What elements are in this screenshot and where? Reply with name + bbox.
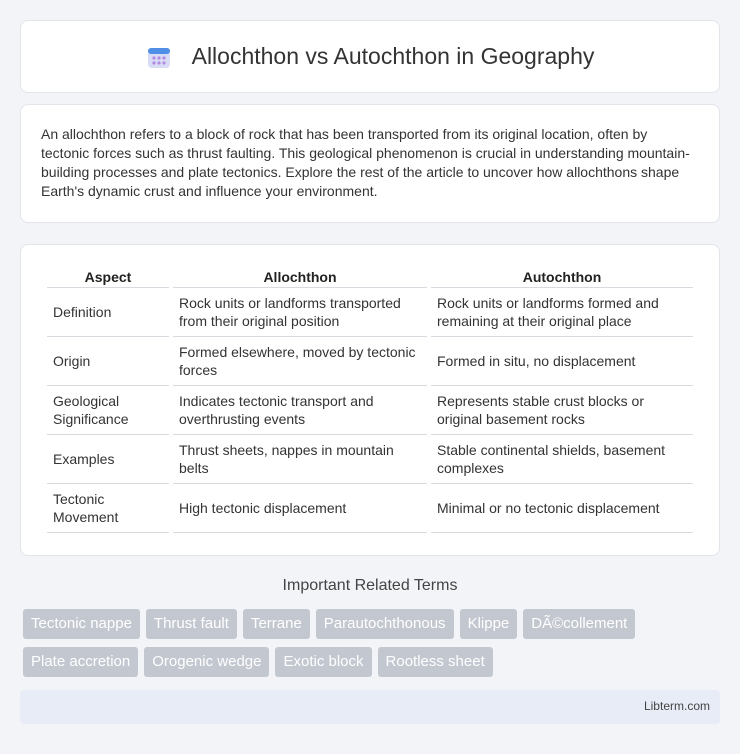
related-terms-title: Important Related Terms <box>282 577 458 594</box>
row-allochthon: Indicates tectonic transport and overthrusting events <box>173 386 427 435</box>
comparison-table-card <box>20 244 720 556</box>
intro-text: An allochthon refers to a block of rock that has been transported from its original location, often by tectonic forces such as thrust faulting. This geological phenomenon is crucial in understanding mountain-building processes and plate tectonics. Explore the rest of the article to uncover how allochthons shape Earth's dynamic crust and influence your environment. <box>41 126 690 199</box>
row-autochthon: Stable continental shields, basement complexes <box>431 435 693 484</box>
table-row <box>47 435 693 484</box>
row-allochthon: Formed elsewhere, moved by tectonic forces <box>173 337 427 386</box>
row-aspect: Examples <box>47 435 169 484</box>
row-aspect: Tectonic Movement <box>47 484 169 533</box>
tag-exotic-block[interactable]: Exotic block <box>275 647 371 677</box>
footer <box>20 690 720 724</box>
tag-terrane[interactable]: Terrane <box>243 609 310 639</box>
table-row <box>47 337 693 386</box>
related-terms-tags <box>23 609 723 677</box>
title-card <box>20 20 720 93</box>
table-row <box>47 484 693 533</box>
table-row <box>47 288 693 337</box>
tag-plate-accretion[interactable]: Plate accretion <box>23 647 138 677</box>
tag-parautochthonous[interactable]: Parautochthonous <box>316 609 454 639</box>
tag-orogenic-wedge[interactable]: Orogenic wedge <box>144 647 269 677</box>
row-autochthon: Minimal or no tectonic displacement <box>431 484 693 533</box>
header-aspect: Aspect <box>47 265 169 288</box>
tag-klippe[interactable]: Klippe <box>460 609 518 639</box>
row-allochthon: Thrust sheets, nappes in mountain belts <box>173 435 427 484</box>
tag-tectonic-nappe[interactable]: Tectonic nappe <box>23 609 140 639</box>
intro-card <box>20 104 720 223</box>
comparison-table <box>43 265 697 533</box>
footer-link[interactable]: Libterm.com <box>643 699 710 713</box>
row-autochthon: Rock units or landforms formed and remaining at their original place <box>431 288 693 337</box>
row-autochthon: Formed in situ, no displacement <box>431 337 693 386</box>
row-aspect: Definition <box>47 288 169 337</box>
row-allochthon: Rock units or landforms transported from their original position <box>173 288 427 337</box>
table-header-row <box>47 265 693 288</box>
tag-decollement[interactable]: DÃ©collement <box>523 609 635 639</box>
row-allochthon: High tectonic displacement <box>173 484 427 533</box>
row-aspect: Geological Significance <box>47 386 169 435</box>
tag-thrust-fault[interactable]: Thrust fault <box>146 609 237 639</box>
header-autochthon: Autochthon <box>431 265 693 288</box>
page-title: Allochthon vs Autochthon in Geography <box>191 43 595 69</box>
tag-rootless-sheet[interactable]: Rootless sheet <box>378 647 493 677</box>
row-autochthon: Represents stable crust blocks or original basement rocks <box>431 386 693 435</box>
calendar-icon <box>146 44 172 70</box>
row-aspect: Origin <box>47 337 169 386</box>
table-row <box>47 386 693 435</box>
header-allochthon: Allochthon <box>173 265 427 288</box>
